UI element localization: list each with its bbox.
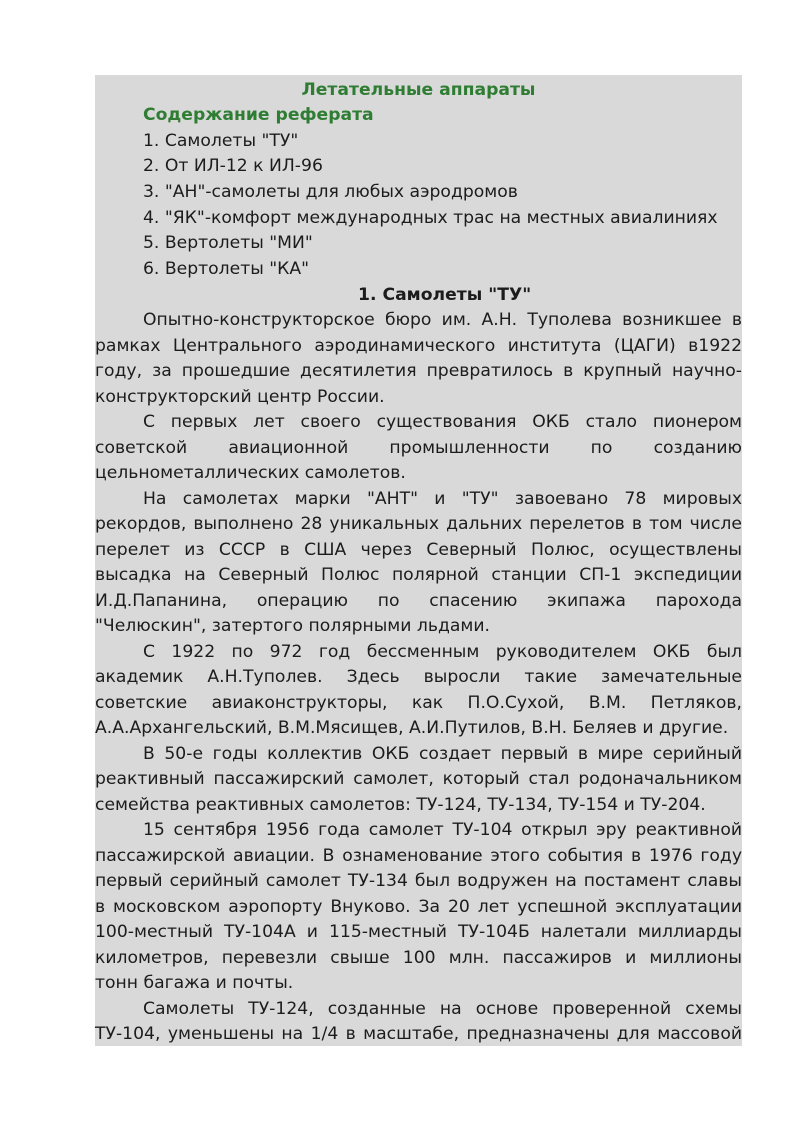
paragraph-line: рамках Центрального аэродинамического института (ЦАГИ) в1922	[95, 336, 742, 356]
paragraph-line: академик А.Н.Туполев. Здесь выросли такие замечательные	[95, 667, 742, 687]
toc-item: 2. От ИЛ-12 к ИЛ-96	[143, 156, 323, 176]
document-page	[95, 75, 742, 1046]
paragraph-line: Самолеты ТУ-124, созданные на основе проверенной схемы	[143, 999, 742, 1019]
paragraph-line: Опытно-конструкторское бюро им. А.Н. Туполева возникшее в	[143, 310, 742, 330]
paragraph-line: советские авиаконструкторы, как П.О.Сухой, В.М. Петляков,	[95, 693, 742, 713]
paragraph-line: высадка на Северный Полюс полярной станции СП-1 экспедиции	[95, 565, 742, 585]
toc-item: 6. Вертолеты "КА"	[143, 259, 310, 279]
paragraph-line: "Челюскин", затертого полярными льдами.	[95, 616, 491, 636]
section-heading: 1. Самолеты "ТУ"	[358, 285, 532, 305]
paragraph-line: 15 сентября 1956 года самолет ТУ-104 открыл эру реактивной	[143, 820, 742, 840]
paragraph-line: году, за прошедшие десятилетия превратилось в крупный научно-	[95, 361, 742, 381]
paragraph-line: советской авиационной промышленности по созданию	[95, 438, 742, 458]
paragraph-line: 100-местный ТУ-104А и 115-местный ТУ-104Б налетали миллиарды	[95, 922, 742, 942]
toc-item: 3. "АН"-самолеты для любых аэродромов	[143, 182, 518, 202]
toc-item: 5. Вертолеты "МИ"	[143, 233, 313, 253]
toc-item: 1. Самолеты "ТУ"	[143, 131, 299, 151]
paragraph-line: пассажирской авиации. В ознаменование этого события в 1976 году	[95, 846, 742, 866]
paragraph-line: первый серийный самолет ТУ-134 был водружен на постамент славы	[95, 871, 742, 891]
paragraph-line: На самолетах марки "АНТ" и "ТУ" завоевано 78 мировых	[143, 489, 742, 509]
paragraph-line: В 50-е годы коллектив ОКБ создает первый в мире серийный	[143, 744, 742, 764]
paragraph-line: реактивный пассажирский самолет, который стал родоначальником	[95, 769, 742, 789]
paragraph-line: С первых лет своего существования ОКБ стало пионером	[143, 412, 742, 432]
document-title: Летательные аппараты	[301, 80, 536, 100]
paragraph-line: И.Д.Папанина, операцию по спасению экипажа парохода	[95, 591, 742, 611]
paragraph-line: семейства реактивных самолетов: ТУ-124, ТУ-134, ТУ-154 и ТУ-204.	[95, 795, 706, 815]
paragraph-line: тонн багажа и почты.	[95, 973, 294, 993]
toc-item: 4. "ЯК"-комфорт международных трас на местных авиалиниях	[143, 208, 718, 228]
paragraph-line: цельнометаллических самолетов.	[95, 463, 406, 483]
paragraph-line: километров, перевезли свыше 100 млн. пассажиров и миллионы	[95, 948, 742, 968]
paragraph-line: конструкторский центр России.	[95, 387, 385, 407]
paragraph-line: С 1922 по 972 год бессменным руководителем ОКБ был	[143, 642, 742, 662]
paragraph-line: рекордов, выполнено 28 уникальных дальних перелетов в том числе	[95, 514, 742, 534]
paragraph-line: в московском аэропорту Внуково. За 20 лет успешной эксплуатации	[95, 897, 742, 917]
paragraph-line: А.А.Архангельский, В.М.Мясищев, А.И.Путилов, В.Н. Беляев и другие.	[95, 718, 729, 738]
paragraph-line: ТУ-104, уменьшены на 1/4 в масштабе, предназначены для массовой	[95, 1024, 742, 1044]
paragraph-line: перелет из СССР в США через Северный Полюс, осуществлены	[95, 540, 742, 560]
toc-heading: Содержание реферата	[143, 105, 374, 125]
